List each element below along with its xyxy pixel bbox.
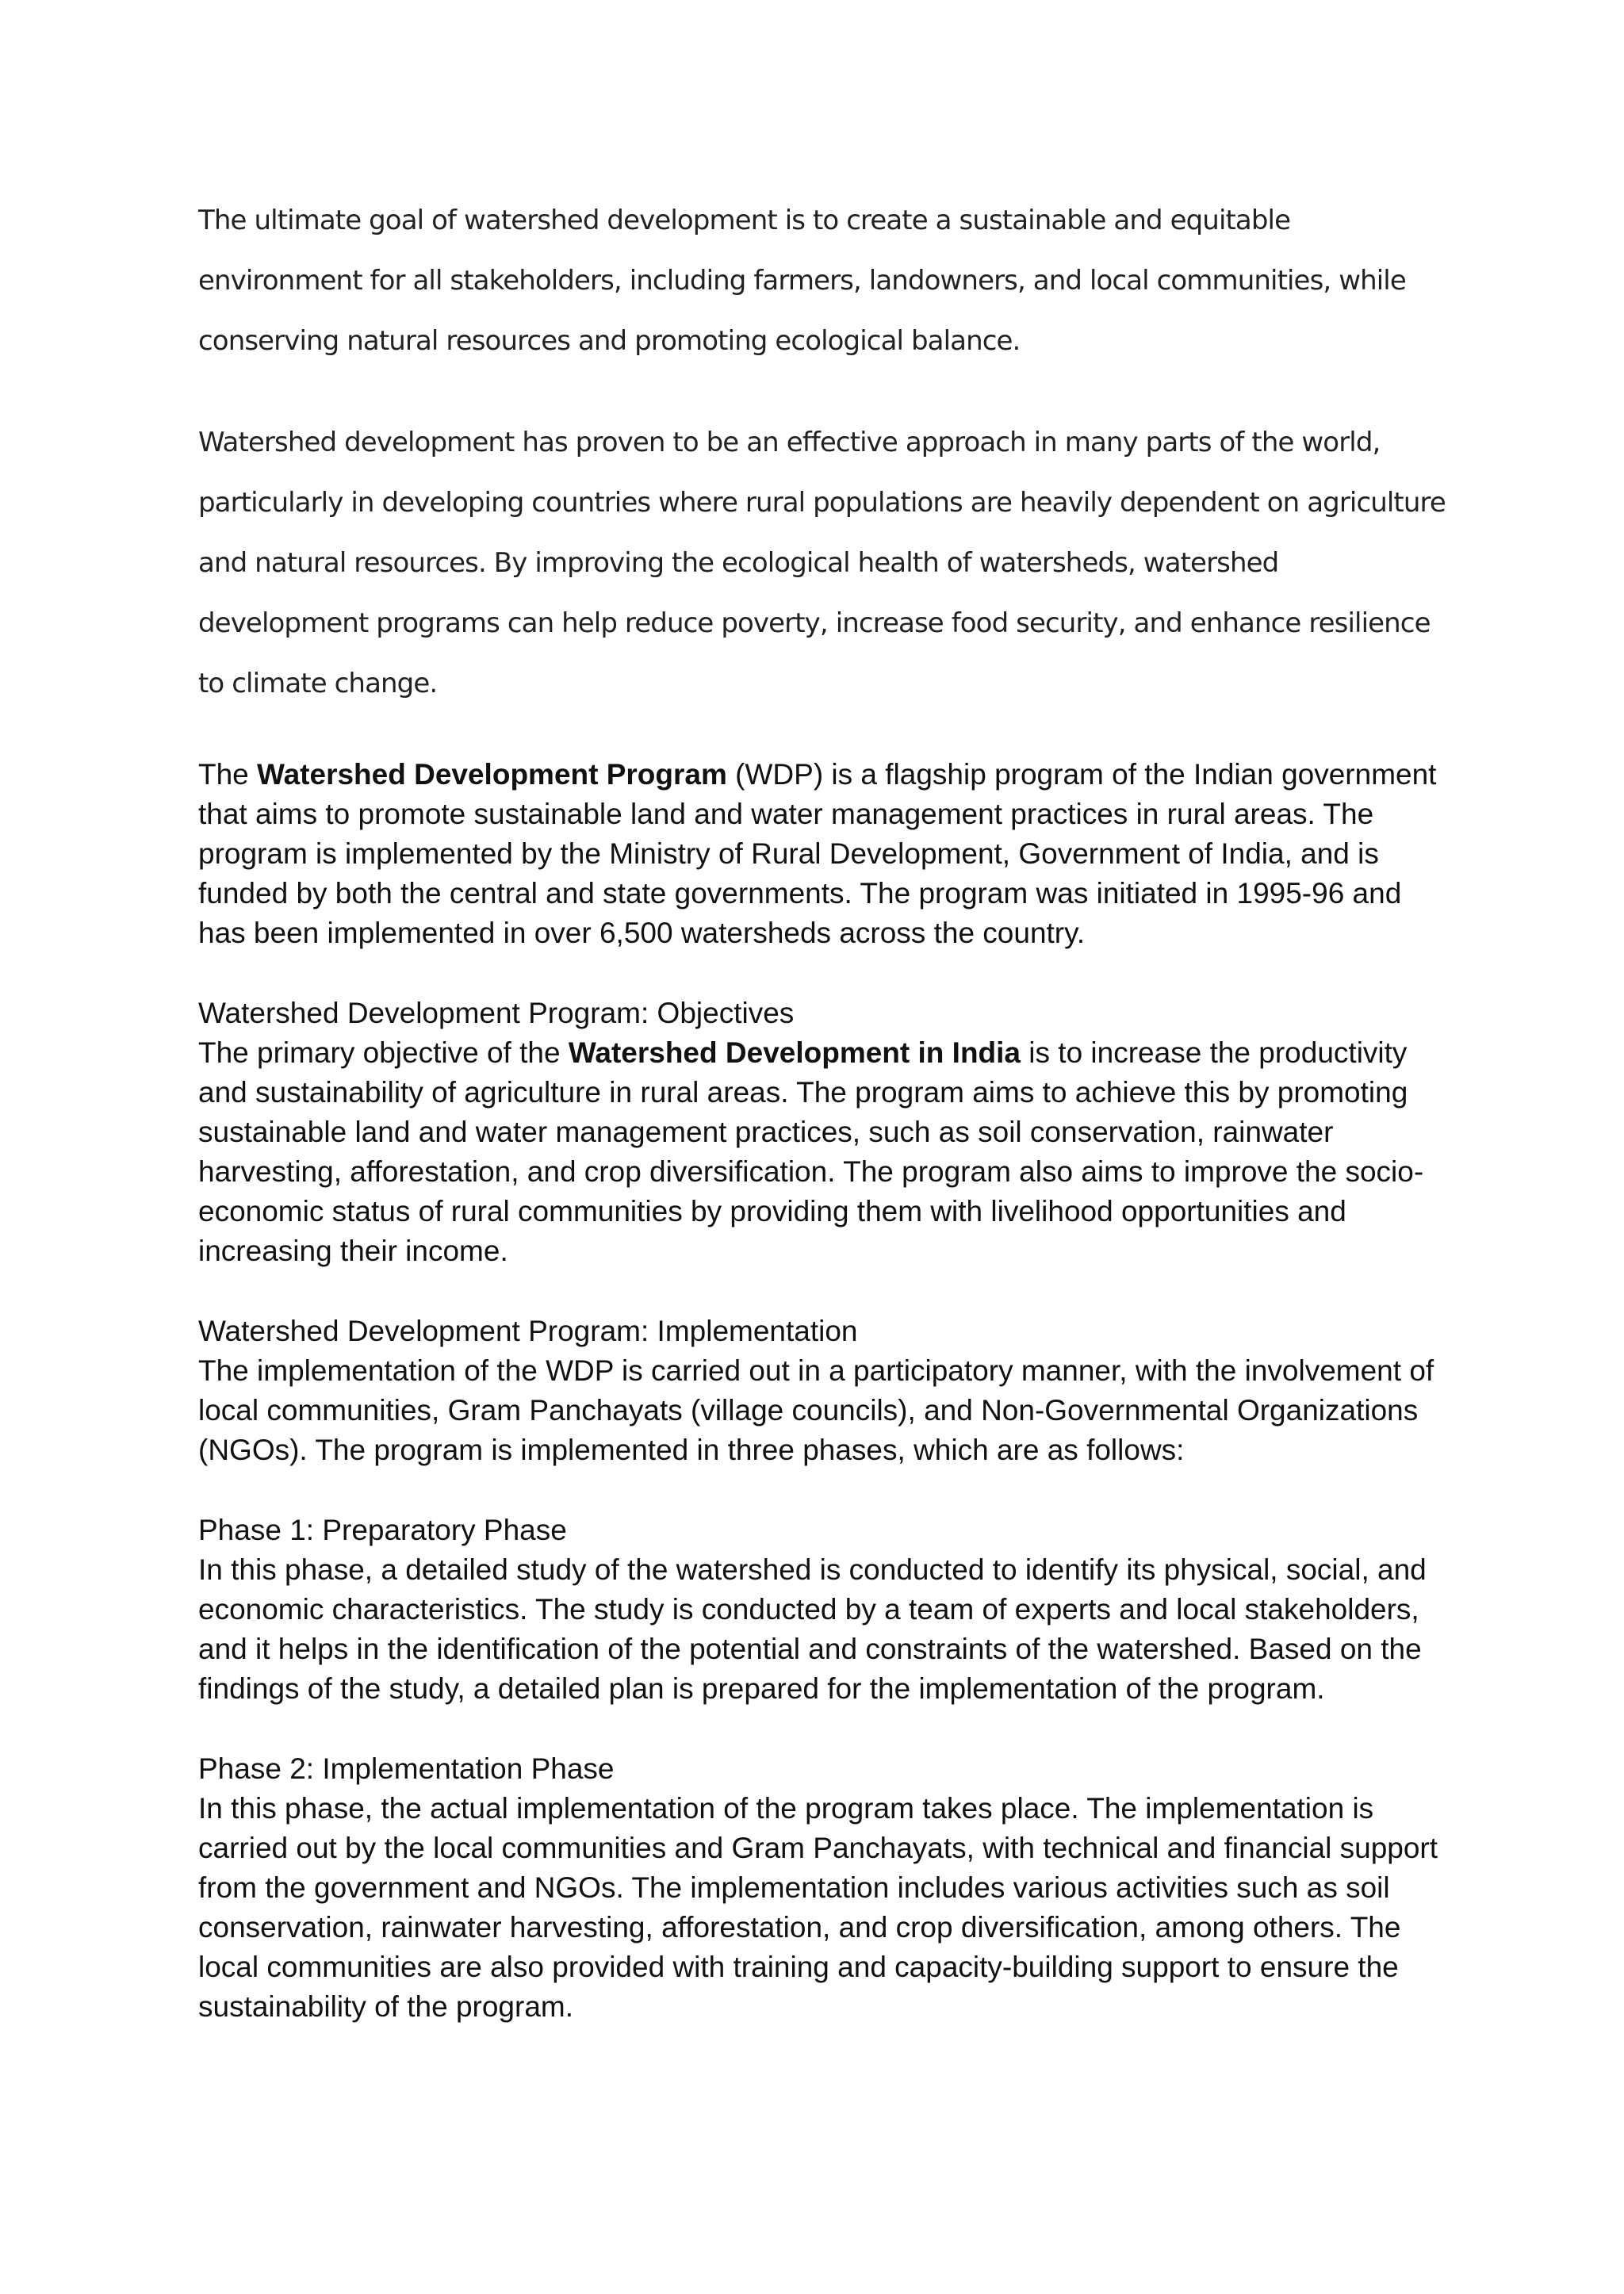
- intro-paragraph-effectiveness: Watershed development has proven to be an effective approach in many parts of the world, particularly in developing countries where rural populations are heavily dependent on agriculture and natural resources. By improving the ecological health of watersheds, watershed development programs can help reduce poverty, increase food security, and enhance resilience to climate change.: [198, 427, 1446, 699]
- objectives-bold: Watershed Development in India: [568, 1036, 1021, 1069]
- objectives-section: [198, 994, 1451, 1271]
- phase1-section: [198, 1511, 1451, 1709]
- phase2-heading: Phase 2: Implementation Phase: [198, 1752, 615, 1785]
- objectives-post: is to increase the productivity and sustainability of agriculture in rural areas. The program aims to achieve this by promoting sustainable land and water management practices, such as soil conservation, rainwater harvesting, afforestation, and crop diversification. The program also aims to improve the socio-economic status of rural communities by providing them with livelihood opportunities and increasing their income.: [198, 1036, 1424, 1267]
- wdp-overview: [198, 755, 1451, 953]
- implementation-heading: Watershed Development Program: Implementation: [198, 1315, 858, 1347]
- phase2-text: In this phase, the actual implementation of the program takes place. The implementation is carried out by the local communities and Gram Panchayats, with technical and financial support from the government and NGOs. The implementation includes various activities such as soil conservation, rainwater harvesting, afforestation, and crop diversification, among others. The local communities are also provided with training and capacity-building support to ensure the sustainability of the program.: [198, 1792, 1438, 2023]
- intro-paragraph-goal: The ultimate goal of watershed development is to create a sustainable and equitable environment for all stakeholders, including farmers, landowners, and local communities, while conserving natural resources and promoting ecological balance.: [198, 205, 1406, 357]
- program-body: [198, 755, 1451, 2027]
- objectives-heading: Watershed Development Program: Objectives: [198, 997, 795, 1029]
- implementation-section: [198, 1312, 1451, 1470]
- phase1-heading: Phase 1: Preparatory Phase: [198, 1514, 567, 1546]
- objectives-text: [198, 1033, 1451, 1271]
- document-content: [198, 190, 1451, 2067]
- phase2-section: [198, 1749, 1451, 2027]
- phase1-text: In this phase, a detailed study of the watershed is conducted to identify its physical, social, and economic characteristics. The study is conducted by a team of experts and local stakeholders, and it helps in the identification of the potential and constraints of the watershed. Based on the findings of the study, a detailed plan is prepared for the implementation of the program.: [198, 1553, 1427, 1705]
- wdp-overview-pre: The: [198, 758, 258, 791]
- wdp-overview-bold: Watershed Development Program: [257, 758, 727, 791]
- wdp-overview-text: [198, 755, 1451, 953]
- objectives-pre: The primary objective of the: [198, 1036, 569, 1069]
- implementation-text: The implementation of the WDP is carried out in a participatory manner, with the involvement of local communities, Gram Panchayats (village councils), and Non-Governmental Organizations (NGOs). The program is implemented in three phases, which are as follows:: [198, 1354, 1434, 1466]
- wdp-overview-post: (WDP) is a flagship program of the Indian government that aims to promote sustainable land and water management practices in rural areas. The program is implemented by the Ministry of Rural Development, Government of India, and is funded by both the central and state governments. The program was initiated in 1995-96 and has been implemented in over 6,500 watersheds across the country.: [198, 758, 1437, 949]
